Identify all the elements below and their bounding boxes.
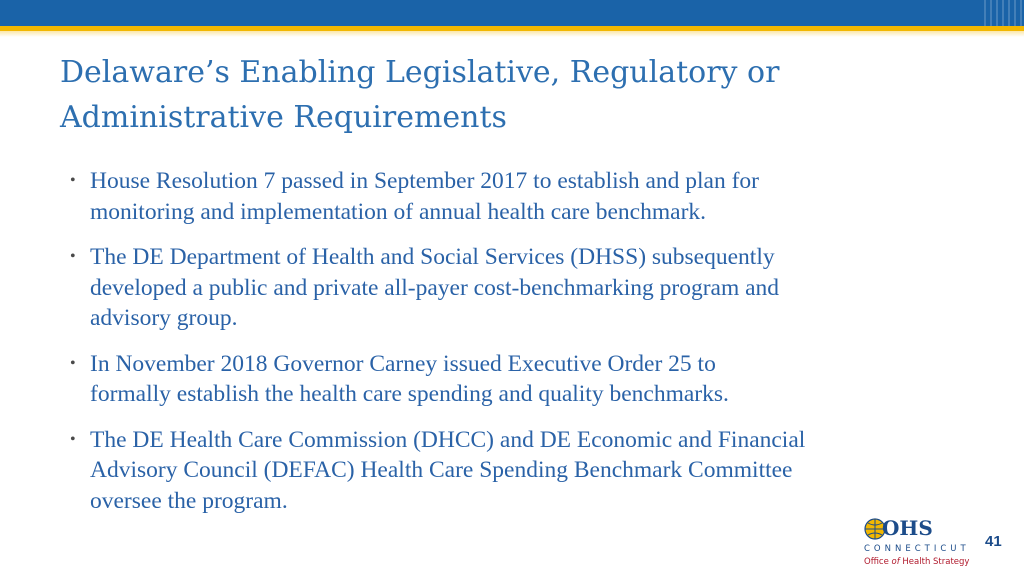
ohs-logo [864, 516, 984, 572]
bullet-text-line: In November 2018 Governor Carney issued Executive Order 25 to [90, 350, 716, 377]
logo-state: CONNECTICUT [864, 544, 970, 554]
gold-accent-fade [0, 31, 1024, 37]
slide-title-line-2: Administrative Requirements [60, 100, 507, 135]
bullet-dot-icon: • [70, 172, 76, 189]
top-banner [0, 0, 1024, 26]
bullet-text-line: The DE Department of Health and Social Services (DHSS) subsequently [90, 244, 775, 270]
slide-title [60, 50, 960, 140]
bullet-dot-icon: • [70, 248, 76, 265]
bullet-item [70, 349, 970, 410]
bullet-text-line: developed a public and private all-payer cost-benchmarking program and [90, 274, 780, 301]
bullet-item [70, 425, 970, 517]
bullet-item [70, 242, 970, 334]
bullet-text-line: formally establish the health care spending and quality benchmarks. [90, 381, 729, 407]
logo-abbr: OHS [882, 516, 933, 540]
bullet-text-line: advisory group. [90, 305, 238, 331]
bullet-dot-icon: • [70, 354, 76, 372]
banner-stripes [984, 0, 1024, 26]
bullet-text-line: monitoring and implementation of annual health care benchmark. [90, 198, 707, 225]
bullet-text-line: House Resolution 7 passed in September 2017 to establish and plan for [90, 168, 759, 194]
bullet-item [70, 166, 970, 227]
logo-office-name [864, 557, 969, 567]
logo-office-part1: Office [864, 557, 892, 567]
logo-office-part2: Health Strategy [899, 557, 970, 567]
bullet-text-line: oversee the program. [90, 487, 288, 514]
bullet-list [70, 166, 970, 531]
logo-office-of: of [891, 557, 900, 567]
bullet-dot-icon: • [70, 430, 76, 448]
bullet-text-line: The DE Health Care Commission (DHCC) and DE Economic and Financial [90, 426, 806, 453]
slide-title-line-1: Delaware’s Enabling Legislative, Regulatory or [60, 55, 780, 90]
bullet-text-line: Advisory Council (DEFAC) Health Care Spending Benchmark Committee [90, 457, 793, 483]
page-number: 41 [985, 533, 1002, 550]
